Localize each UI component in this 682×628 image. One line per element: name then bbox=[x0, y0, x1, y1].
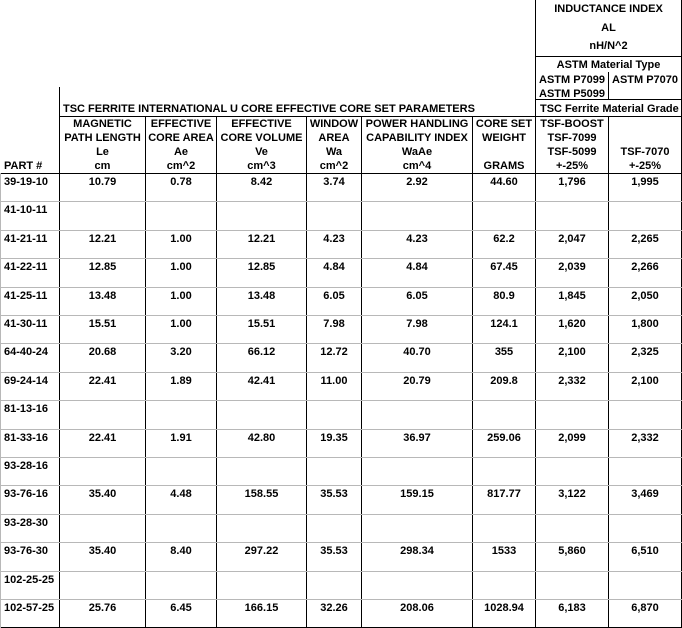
cell-ae: 1.89 bbox=[170, 375, 192, 387]
cell-al2: 2,325 bbox=[631, 346, 659, 358]
cell-le: 12.21 bbox=[88, 233, 117, 245]
cell-part: 41-25-11 bbox=[4, 290, 48, 302]
cell-le: 25.76 bbox=[88, 602, 117, 614]
cell-ae: 8.40 bbox=[170, 545, 192, 557]
row-divider bbox=[0, 201, 682, 202]
cell-ae: 1.00 bbox=[170, 290, 192, 302]
cell-part: 81-33-16 bbox=[4, 432, 49, 444]
col-header-wa: AREA bbox=[318, 132, 350, 144]
row-divider bbox=[0, 542, 682, 543]
cell-wa: 3.74 bbox=[323, 176, 345, 188]
col-header-le-unit: cm bbox=[94, 160, 111, 172]
cell-wa: 11.00 bbox=[320, 375, 348, 387]
cell-ve: 166.15 bbox=[244, 602, 279, 614]
cell-al1: 3,122 bbox=[558, 488, 586, 500]
col-header-weight: CORE SET bbox=[475, 118, 533, 130]
cell-al1: 1,845 bbox=[558, 290, 586, 302]
cell-weight: 1028.94 bbox=[484, 602, 524, 614]
cell-al2: 1,800 bbox=[631, 318, 659, 330]
cell-le: 20.68 bbox=[88, 346, 117, 358]
cell-wa: 12.72 bbox=[320, 346, 348, 358]
cell-waae: 298.34 bbox=[400, 545, 434, 557]
cell-le: 10.79 bbox=[88, 176, 117, 188]
grade-7070: TSF-7070 bbox=[620, 146, 670, 158]
cell-waae: 20.79 bbox=[403, 375, 431, 387]
cell-ae: 1.00 bbox=[170, 233, 192, 245]
row-divider bbox=[0, 315, 682, 316]
cell-weight: 355 bbox=[494, 346, 514, 358]
row-divider bbox=[0, 343, 682, 344]
divider bbox=[0, 173, 682, 174]
inductance-unit: nH/N^2 bbox=[589, 40, 628, 52]
cell-al1: 2,332 bbox=[558, 375, 586, 387]
cell-al1: 6,183 bbox=[558, 602, 586, 614]
cell-wa: 4.23 bbox=[323, 233, 345, 245]
cell-le: 13.48 bbox=[88, 290, 117, 302]
col-header-waae: POWER HANDLING bbox=[365, 118, 469, 130]
cell-le: 22.41 bbox=[88, 432, 117, 444]
cell-part: 93-76-30 bbox=[4, 545, 49, 557]
cell-waae: 6.05 bbox=[406, 290, 428, 302]
grade-boost: TSF-BOOST bbox=[540, 118, 604, 130]
cell-part: 81-13-16 bbox=[4, 403, 49, 415]
cell-wa: 32.26 bbox=[320, 602, 348, 614]
cell-al1: 2,100 bbox=[558, 346, 586, 358]
cell-part: 93-28-16 bbox=[4, 460, 49, 472]
col-header-ae: CORE AREA bbox=[148, 132, 214, 144]
col-header-ve-symbol: Ve bbox=[255, 146, 268, 158]
cell-al1: 2,039 bbox=[558, 261, 586, 273]
divider bbox=[535, 0, 536, 628]
divider bbox=[0, 173, 1, 628]
cell-waae: 4.23 bbox=[406, 233, 428, 245]
col-header-wa: WINDOW bbox=[309, 118, 359, 130]
cell-ae: 4.48 bbox=[170, 488, 192, 500]
row-divider bbox=[0, 599, 682, 600]
cell-ve: 15.51 bbox=[247, 318, 276, 330]
divider bbox=[608, 72, 609, 99]
cell-al1: 2,047 bbox=[558, 233, 586, 245]
cell-le: 15.51 bbox=[88, 318, 117, 330]
cell-wa: 35.53 bbox=[320, 545, 348, 557]
cell-waae: 4.84 bbox=[406, 261, 428, 273]
row-divider bbox=[0, 429, 682, 430]
cell-ve: 12.21 bbox=[247, 233, 276, 245]
cell-part: 69-24-14 bbox=[4, 375, 49, 387]
cell-waae: 208.06 bbox=[400, 602, 434, 614]
row-divider bbox=[0, 400, 682, 401]
col-header-ae-unit: cm^2 bbox=[166, 160, 196, 172]
row-divider bbox=[0, 485, 682, 486]
cell-wa: 35.53 bbox=[320, 488, 348, 500]
col-header-ve: CORE VOLUME bbox=[220, 132, 303, 144]
cell-ae: 0.78 bbox=[170, 176, 192, 188]
cell-ae: 6.45 bbox=[170, 602, 192, 614]
cell-ae: 3.20 bbox=[170, 346, 192, 358]
grade-b-tolerance: +-25% bbox=[628, 160, 662, 172]
cell-al2: 2,100 bbox=[631, 375, 659, 387]
cell-weight: 62.2 bbox=[493, 233, 515, 245]
cell-al2: 2,050 bbox=[631, 290, 659, 302]
inductance-title: INDUCTANCE INDEX bbox=[554, 3, 663, 15]
cell-wa: 7.98 bbox=[323, 318, 345, 330]
col-header-part: PART # bbox=[4, 160, 43, 172]
grade-5099: TSF-5099 bbox=[547, 146, 597, 158]
row-divider bbox=[0, 287, 682, 288]
col-header-ve-unit: cm^3 bbox=[247, 160, 276, 172]
cell-al1: 2,099 bbox=[558, 432, 586, 444]
col-header-wa-symbol: Wa bbox=[325, 146, 343, 158]
cell-weight: 209.8 bbox=[490, 375, 518, 387]
cell-waae: 40.70 bbox=[403, 346, 431, 358]
cell-ve: 13.48 bbox=[247, 290, 276, 302]
col-header-waae-symbol: WaAe bbox=[401, 146, 433, 158]
cell-wa: 6.05 bbox=[323, 290, 345, 302]
table-title: TSC FERRITE INTERNATIONAL U CORE EFFECTIVE CORE SET PARAMETERS bbox=[63, 103, 475, 115]
cell-waae: 7.98 bbox=[406, 318, 428, 330]
cell-ve: 297.22 bbox=[244, 545, 279, 557]
cell-al1: 5,860 bbox=[558, 545, 586, 557]
cell-wa: 4.84 bbox=[323, 261, 345, 273]
cell-part: 102-25-25 bbox=[4, 574, 55, 586]
col-header-waae-unit: cm^4 bbox=[402, 160, 432, 172]
cell-al2: 6,510 bbox=[631, 545, 659, 557]
col-header-wa-unit: cm^2 bbox=[319, 160, 349, 172]
cell-le: 35.40 bbox=[88, 545, 117, 557]
cell-wa: 19.35 bbox=[320, 432, 348, 444]
cell-le: 12.85 bbox=[88, 261, 117, 273]
cell-part: 93-28-30 bbox=[4, 517, 49, 529]
cell-weight: 67.45 bbox=[490, 261, 518, 273]
cell-part: 41-21-11 bbox=[4, 233, 48, 245]
cell-weight: 259.06 bbox=[487, 432, 521, 444]
cell-le: 22.41 bbox=[88, 375, 117, 387]
cell-al1: 1,620 bbox=[558, 318, 586, 330]
divider bbox=[535, 56, 682, 57]
cell-le: 35.40 bbox=[88, 488, 117, 500]
col-header-le: MAGNETIC bbox=[73, 118, 132, 130]
cell-part: 93-76-16 bbox=[4, 488, 49, 500]
row-divider bbox=[0, 571, 682, 572]
col-header-ve: EFFECTIVE bbox=[231, 118, 292, 130]
cell-ae: 1.00 bbox=[170, 318, 192, 330]
cell-weight: 124.1 bbox=[490, 318, 518, 330]
cell-weight: 44.60 bbox=[490, 176, 518, 188]
col-header-waae: CAPABILITY INDEX bbox=[366, 132, 468, 144]
grade-a-tolerance: +-25% bbox=[555, 160, 589, 172]
cell-part: 102-57-25 bbox=[4, 602, 55, 614]
cell-ve: 42.41 bbox=[247, 375, 276, 387]
row-divider bbox=[0, 457, 682, 458]
cell-weight: 1533 bbox=[491, 545, 517, 557]
cell-weight: 80.9 bbox=[493, 290, 515, 302]
inductance-al: AL bbox=[601, 22, 616, 34]
row-divider bbox=[0, 230, 682, 231]
cell-part: 39-19-10 bbox=[4, 176, 49, 188]
cell-ve: 12.85 bbox=[247, 261, 276, 273]
astm-type-header: ASTM Material Type bbox=[556, 59, 661, 71]
cell-al2: 1,995 bbox=[631, 176, 659, 188]
grade-7099: TSF-7099 bbox=[547, 132, 597, 144]
grade-header: TSC Ferrite Material Grade bbox=[540, 103, 679, 115]
cell-al2: 3,469 bbox=[631, 488, 659, 500]
cell-part: 41-22-11 bbox=[4, 261, 48, 273]
row-divider bbox=[0, 514, 682, 515]
col-header-le: PATH LENGTH bbox=[64, 132, 141, 144]
cell-weight: 817.77 bbox=[487, 488, 521, 500]
astm-p7070: ASTM P7070 bbox=[612, 74, 679, 86]
cell-part: 41-10-11 bbox=[4, 204, 48, 216]
cell-waae: 159.15 bbox=[400, 488, 434, 500]
cell-ae: 1.00 bbox=[170, 261, 192, 273]
cell-part: 64-40-24 bbox=[4, 346, 49, 358]
cell-ae: 1.91 bbox=[170, 432, 192, 444]
astm-p5099: ASTM P5099 bbox=[539, 88, 606, 100]
astm-p7099: ASTM P7099 bbox=[539, 74, 606, 86]
row-divider bbox=[0, 372, 682, 373]
cell-al1: 1,796 bbox=[558, 176, 586, 188]
cell-al2: 2,266 bbox=[631, 261, 659, 273]
cell-waae: 2.92 bbox=[406, 176, 428, 188]
col-header-weight: WEIGHT bbox=[482, 132, 526, 144]
col-header-weight-unit: GRAMS bbox=[483, 160, 525, 172]
cell-waae: 36.97 bbox=[403, 432, 431, 444]
cell-ve: 8.42 bbox=[250, 176, 273, 188]
divider bbox=[59, 116, 682, 117]
cell-al2: 6,870 bbox=[631, 602, 659, 614]
cell-ve: 158.55 bbox=[244, 488, 279, 500]
col-header-le-symbol: Le bbox=[96, 146, 109, 158]
cell-part: 41-30-11 bbox=[4, 318, 48, 330]
cell-ve: 42.80 bbox=[247, 432, 276, 444]
cell-al2: 2,265 bbox=[631, 233, 659, 245]
cell-ve: 66.12 bbox=[247, 346, 276, 358]
col-header-ae-symbol: Ae bbox=[173, 146, 189, 158]
col-header-ae: EFFECTIVE bbox=[150, 118, 212, 130]
row-divider bbox=[0, 258, 682, 259]
cell-al2: 2,332 bbox=[631, 432, 659, 444]
